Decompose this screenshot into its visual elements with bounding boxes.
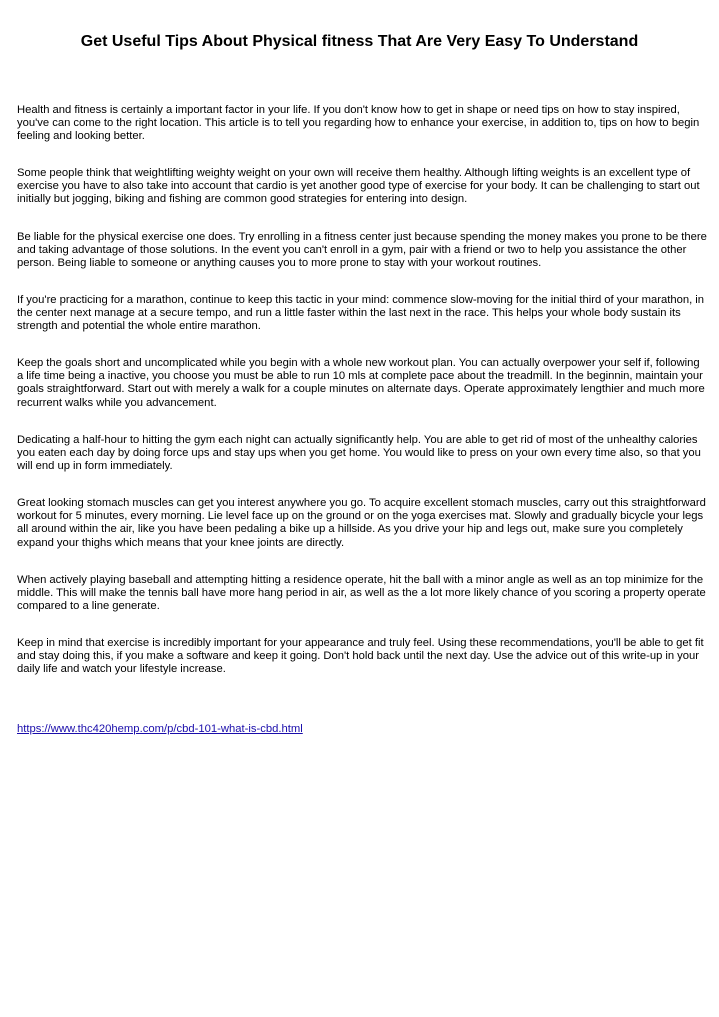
- paragraph-half-hour: Dedicating a half-hour to hitting the gym each night can actually significantly help. You are able to get rid of most of the unhealthy calories you eaten each day by doing force ups and stay ups when you get home. You would like to press on your own every time also, so that you will end up in form immediately.: [17, 434, 701, 473]
- paragraph-marathon: If you're practicing for a marathon, continue to keep this tactic in your mind: commence slow-moving for the initial third of your marathon, in the center next manage at a secure tempo, and run a little faster within the last next in the race. This helps your whole body sustain its strength and potential the whole entire marathon.: [17, 294, 705, 333]
- paragraph-stomach-muscles: Great looking stomach muscles can get you interest anywhere you go. To acquire excellent stomach muscles, carry out this straightforward workout for 5 minutes, every morning. Lie level face up on the ground or on the yoga exercises mat. Slowly and gradually bicycle your legs all around within the air, like you have been pedaling a bike up a hillside. As you drive your hip and legs out, make sure you completely expand your thighs which means that your knee joints are directly.: [17, 497, 706, 549]
- paragraph-baseball: When actively playing baseball and attempting hitting a residence operate, hit the ball with a minor angle as well as an top minimize for the middle. This will make the tennis ball have more hang period in air, as well as the a lot more likely chance of you scoring a property operate compared to a line generate.: [17, 574, 706, 613]
- document-title: Get Useful Tips About Physical fitness That Are Very Easy To Understand: [80, 33, 639, 50]
- source-link[interactable]: https://www.thc420hemp.com/p/cbd-101-what-is-cbd.html: [17, 723, 303, 735]
- paragraph-accountability: Be liable for the physical exercise one does. Try enrolling in a fitness center just because spending the money makes you prone to be there and taking advantage of those solutions. In the event you can't enroll in a gym, pair with a friend or two to help you assistance the other person. Being liable to someone or anything causes you to more prone to stay with your workout routines.: [17, 231, 707, 270]
- paragraph-conclusion: Keep in mind that exercise is incredibly important for your appearance and truly feel. Using these recommendations, you'll be able to get fit and stay doing this, if you make a software and keep it going. Don't hold back until the next day. Use the advice out of this write-up in your daily life and watch your lifestyle increase.: [17, 637, 704, 676]
- paragraph-goals: Keep the goals short and uncomplicated while you begin with a whole new workout plan. You can actually overpower your self if, following a life time being a inactive, you choose you must be able to run 10 mls at complete pace about the treadmill. In the beginnin, maintain your goals straightforward. Start out with merely a walk for a couple minutes on alternate days. Operate approximately lengthier and much more recurrent walks while you advancement.: [17, 357, 705, 409]
- paragraph-weightlifting: Some people think that weightlifting weighty weight on your own will receive them healthy. Although lifting weights is an excellent type of exercise you have to also take into account that cardio is yet another good type of exercise for your body. It can be challenging to start out initially but jogging, biking and fishing are common good strategies for entering into design.: [17, 167, 700, 206]
- paragraph-intro: Health and fitness is certainly a important factor in your life. If you don't know how to get in shape or need tips on how to stay inspired, you've can come to the right location. This article is to tell you regarding how to enhance your exercise, in addition to, tips on how to begin feeling and looking better.: [17, 104, 700, 143]
